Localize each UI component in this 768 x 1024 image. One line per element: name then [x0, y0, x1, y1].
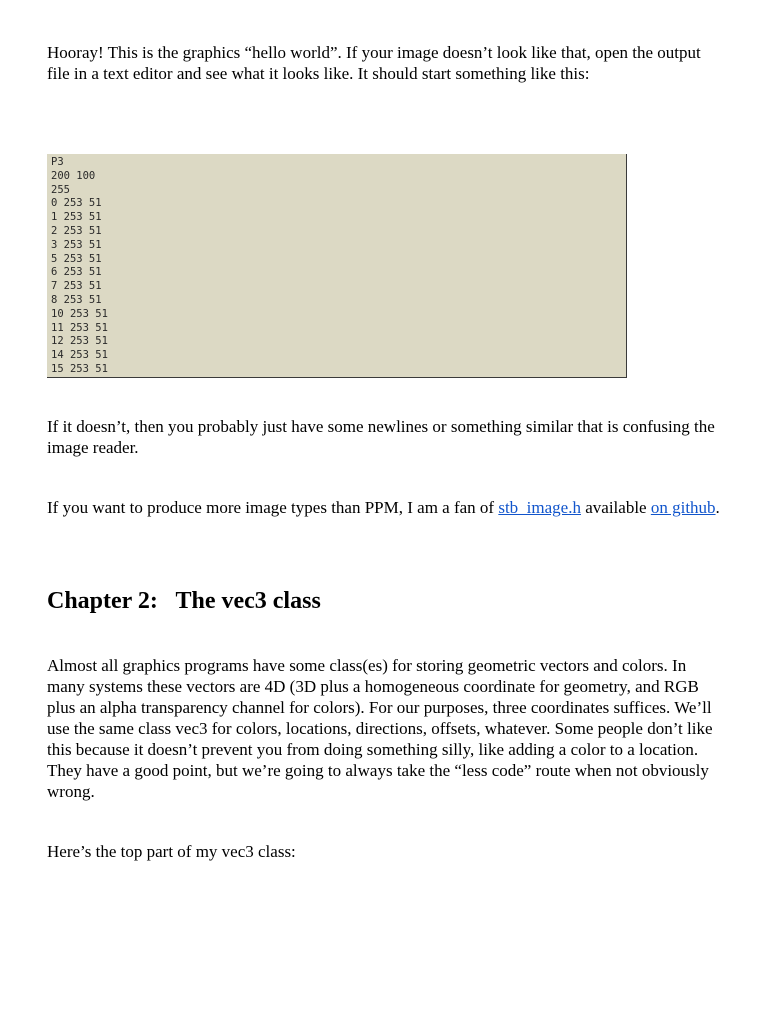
- code-line: 15 253 51: [51, 362, 108, 375]
- vec3-top-part-paragraph: Here’s the top part of my vec3 class:: [47, 842, 296, 861]
- code-line: P3: [51, 156, 64, 168]
- code-line: 255: [51, 183, 70, 196]
- code-line: 1 253 51: [51, 211, 102, 224]
- code-line: 6 253 51: [51, 266, 102, 279]
- code-line: 3 253 51: [51, 238, 102, 251]
- formats-text-before: If you want to produce more image types than PPM, I am a fan of: [47, 498, 499, 517]
- chapter-number: Chapter 2:: [47, 588, 158, 614]
- ppm-output-screenshot: [47, 154, 627, 378]
- formats-text-middle: available: [580, 498, 651, 517]
- image-formats-paragraph: [47, 497, 727, 518]
- code-line: 0 253 51: [51, 197, 102, 210]
- formats-text-after: .: [715, 498, 720, 517]
- code-line: 14 253 51: [51, 349, 108, 362]
- code-line: 2 253 51: [51, 224, 102, 237]
- newline-note-paragraph: If it doesn’t, then you probably just have some newlines or something similar that is confusing the image reader.: [47, 417, 715, 457]
- github-link[interactable]: on github: [650, 498, 716, 517]
- code-line: 7 253 51: [51, 280, 102, 293]
- chapter-title: The vec3 class: [175, 588, 321, 614]
- code-line: 200 100: [51, 169, 96, 182]
- document-page: [47, 42, 727, 862]
- code-line: 11 253 51: [51, 321, 108, 334]
- vec3-intro-paragraph: Almost all graphics programs have some class(es) for storing geometric vectors and colors. In many systems these vectors are 4D (3D plus a homogeneous coordinate for geometry, and RGB plus an alpha transparency channel for colors). For our purposes, three coordinates suffices. We’ll use the same class vec3 for colors, locations, directions, offsets, whatever. Some people don’t like this because it doesn’t prevent you from doing something silly, like adding a color to a location. They have a good point, but we’re going to always take the “less code” route when not obviously wrong.: [47, 656, 713, 801]
- code-line: 10 253 51: [51, 307, 108, 320]
- code-line: 12 253 51: [51, 335, 108, 348]
- intro-paragraph: Hooray! This is the graphics “hello world”. If your image doesn’t look like that, open the output file in a text editor and see what it looks like. It should start something like this:: [47, 43, 701, 83]
- code-line: 8 253 51: [51, 293, 102, 306]
- stb-image-link[interactable]: stb_image.h: [498, 498, 581, 517]
- chapter-heading: [47, 587, 727, 615]
- code-line: 5 253 51: [51, 252, 102, 265]
